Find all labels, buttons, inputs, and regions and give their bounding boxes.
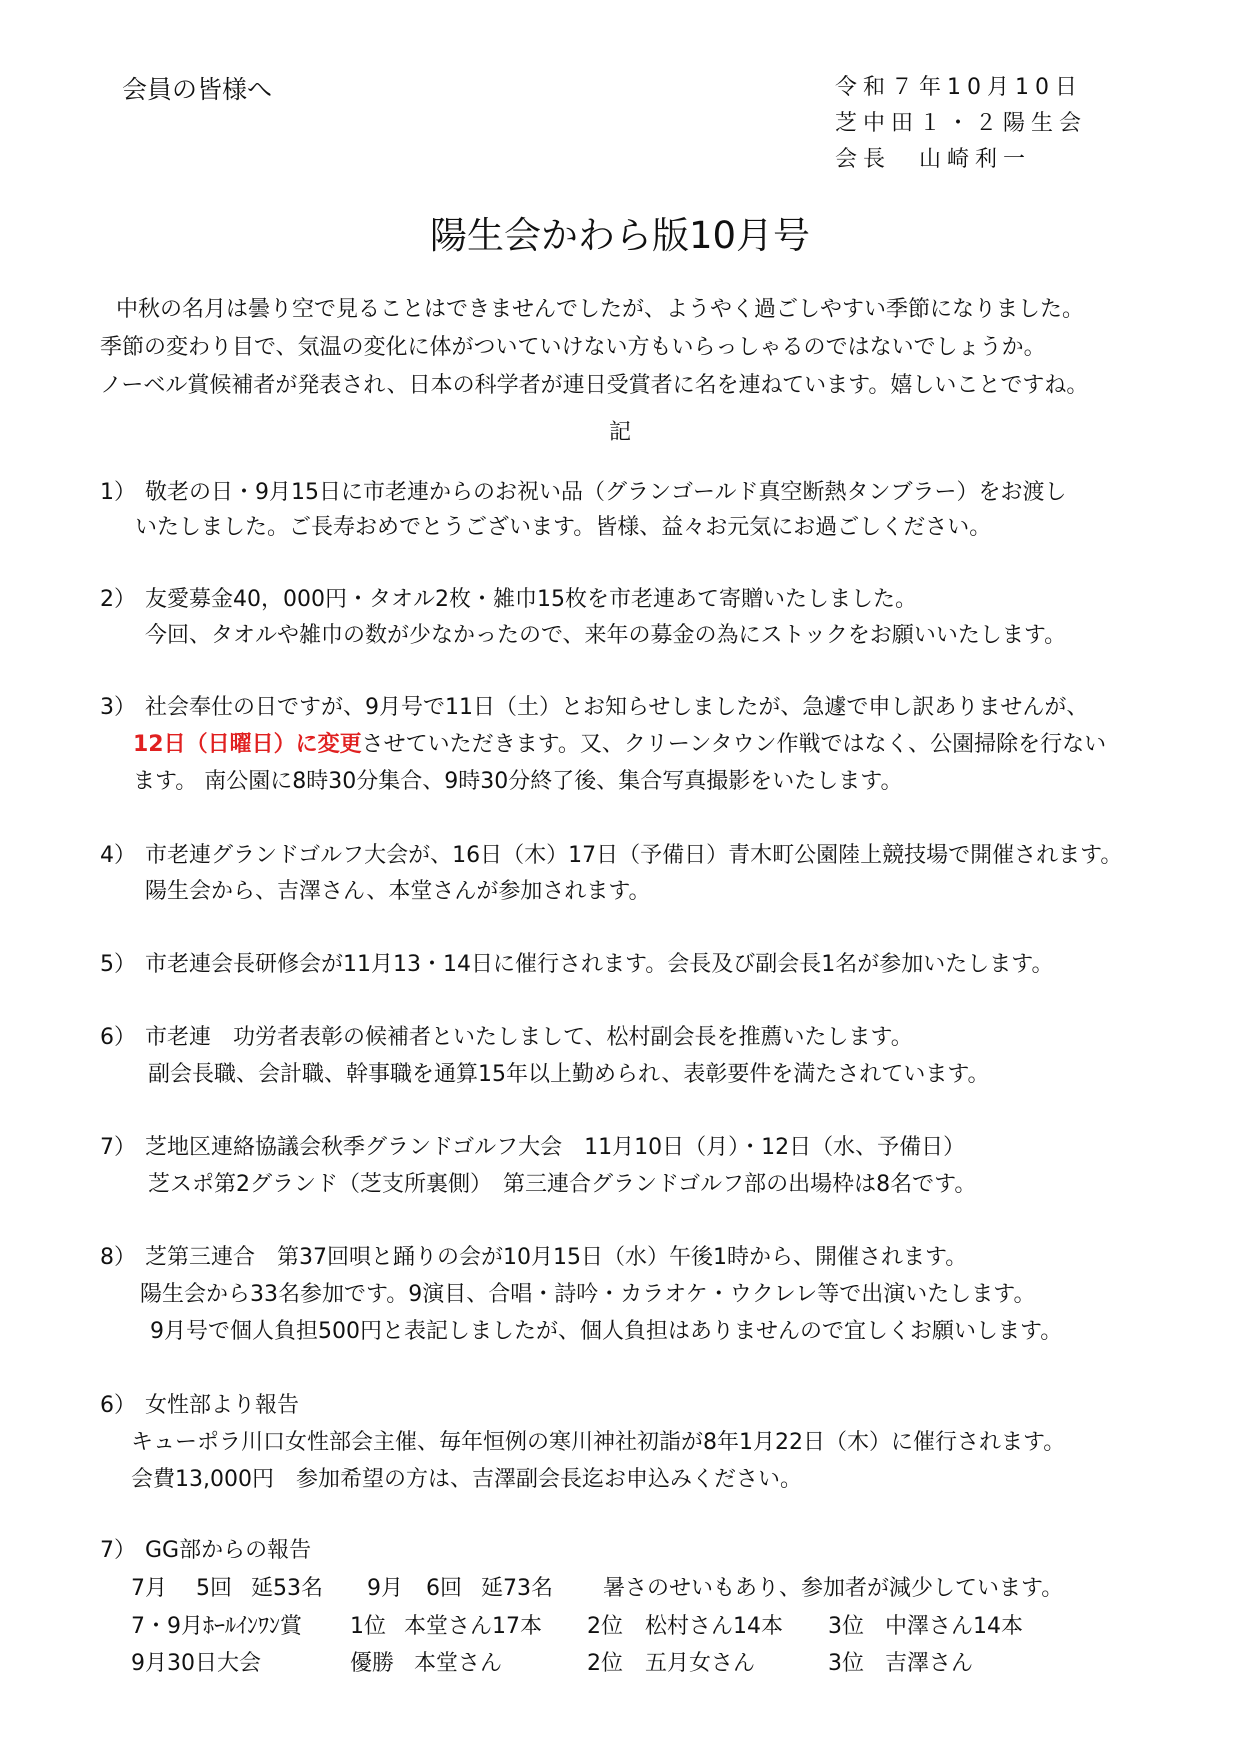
item-line: ます。 南公園に8時30分集合、9時30分終了後、集合写真撮影をいたします。 bbox=[133, 769, 903, 794]
gg-cell: 7月 bbox=[131, 1576, 167, 1601]
item-line-with-highlight bbox=[133, 727, 1106, 758]
gg-cell: 松村さん14本 bbox=[645, 1614, 783, 1639]
addressee: 会員の皆様へ bbox=[122, 75, 273, 104]
gg-cell: 本堂さん17本 bbox=[404, 1614, 542, 1639]
item-line: 市老連グランドゴルフ大会が、16日（木）17日（予備日）青木町公園陸上競技場で開催されます。 bbox=[145, 843, 1123, 868]
gg-cell: 吉澤さん bbox=[885, 1651, 974, 1676]
item-line: 芝第三連合 第37回唄と踊りの会が10月15日（水）午後1時から、開催されます。 bbox=[145, 1245, 968, 1270]
gg-cell: 本堂さん bbox=[414, 1651, 503, 1676]
item-number: 2） bbox=[100, 587, 136, 612]
item-line: 敬老の日・9月15日に市老連からのお祝い品（グランゴールド真空断熱タンブラー）をお渡し bbox=[145, 480, 1067, 505]
item-line: 9月号で個人負担500円と表記しましたが、個人負担はありませんので宜しくお願いします。 bbox=[150, 1319, 1063, 1344]
item-line: 今回、タオルや雑巾の数が少なかったので、来年の募金の為にストックをお願いいたします。 bbox=[145, 623, 1067, 648]
ki-heading: 記 bbox=[608, 420, 631, 445]
item-number: 4） bbox=[100, 843, 136, 868]
date: 令和７年10月10日 bbox=[835, 75, 1083, 100]
item-line: 女性部より報告 bbox=[145, 1393, 300, 1418]
gg-cell: 延53名 bbox=[251, 1576, 323, 1601]
gg-cell: 2位 bbox=[587, 1651, 623, 1676]
item-line: GG部からの報告 bbox=[145, 1538, 312, 1563]
gg-cell: 2位 bbox=[587, 1614, 623, 1639]
gg-cell: 延73名 bbox=[481, 1576, 553, 1601]
item-number: 6） bbox=[100, 1025, 136, 1050]
item-line: 陽生会から33名参加です。9演目、合唱・詩吟・カラオケ・ウクレレ等で出演いたします。 bbox=[140, 1282, 1036, 1307]
gg-cell: 7・9月ﾎｰﾙｲﾝﾜﾝ賞 bbox=[131, 1614, 302, 1639]
gg-cell: 中澤さん14本 bbox=[885, 1614, 1023, 1639]
item-line-rest: させていただきます。又、クリーンタウン作戦ではなく、公園掃除を行ない bbox=[361, 732, 1107, 757]
item-line: 陽生会から、吉澤さん、本堂さんが参加されます。 bbox=[145, 879, 651, 904]
gg-cell: 6回 bbox=[426, 1576, 462, 1601]
item-number: 7） bbox=[100, 1538, 136, 1563]
item-line: 会費13,000円 参加希望の方は、吉澤副会長迄お申込みください。 bbox=[131, 1467, 802, 1492]
gg-cell: 優勝 bbox=[350, 1651, 395, 1676]
item-line: 友愛募金40，000円・タオル2枚・雑巾15枚を市老連あて寄贈いたしました。 bbox=[145, 587, 917, 612]
item-line: 社会奉仕の日ですが、9月号で11日（土）とお知らせしましたが、急遽で申し訳ありませんが、 bbox=[145, 695, 1089, 720]
intro-line: 季節の変わり目で、気温の変化に体がついていけない方もいらっしゃるのではないでしょうか。 bbox=[100, 335, 1046, 360]
item-number: 5） bbox=[100, 952, 136, 977]
president: 会長 山崎利一 bbox=[835, 147, 1032, 172]
item-number: 8） bbox=[100, 1245, 136, 1270]
item-number: 1） bbox=[100, 480, 136, 505]
page-title: 陽生会かわら版10月号 bbox=[429, 214, 811, 257]
item-line: 副会長職、会計職、幹事職を通算15年以上勤められ、表彰要件を満たされています。 bbox=[148, 1062, 990, 1087]
intro-line: 中秋の名月は曇り空で見ることはできませんでしたが、ようやく過ごしやすい季節になりました。 bbox=[116, 297, 1085, 322]
item-number: 7） bbox=[100, 1135, 136, 1160]
gg-cell: 暑さのせいもあり、参加者が減少しています。 bbox=[603, 1576, 1064, 1601]
item-line: 市老連 功労者表彰の候補者といたしまして、松村副会長を推薦いたします。 bbox=[145, 1025, 913, 1050]
intro-line: ノーベル賞候補者が発表され、日本の科学者が連日受賞者に名を連ねています。嬉しいことですね。 bbox=[100, 373, 1089, 398]
item-line: 芝スポ第2グランド（芝支所裏側） 第三連合グランドゴルフ部の出場枠は8名です。 bbox=[148, 1172, 977, 1197]
gg-cell: 5回 bbox=[196, 1576, 232, 1601]
gg-cell: 9月30日大会 bbox=[131, 1651, 261, 1676]
gg-cell: 3位 bbox=[828, 1651, 864, 1676]
item-line: 芝地区連絡協議会秋季グランドゴルフ大会 11月10日（月）・12日（水、予備日） bbox=[145, 1135, 966, 1160]
gg-cell: 3位 bbox=[828, 1614, 864, 1639]
item-line: いたしました。ご長寿おめでとうございます。皆様、益々お元気にお過ごしください。 bbox=[135, 515, 992, 540]
gg-cell: 五月女さん bbox=[645, 1651, 756, 1676]
gg-cell: 9月 bbox=[367, 1576, 403, 1601]
organization: 芝中田１・２陽生会 bbox=[835, 111, 1088, 136]
gg-cell: 1位 bbox=[350, 1614, 386, 1639]
item-line: 市老連会長研修会が11月13・14日に催行されます。会長及び副会長1名が参加いたします。 bbox=[145, 952, 1054, 977]
item-number: 3） bbox=[100, 695, 136, 720]
highlight-change-date: 12日（日曜日）に変更 bbox=[133, 732, 362, 757]
item-line: キューポラ川口女性部会主催、毎年恒例の寒川神社初詣が8年1月22日（木）に催行されます。 bbox=[131, 1430, 1066, 1455]
item-number: 6） bbox=[100, 1393, 136, 1418]
